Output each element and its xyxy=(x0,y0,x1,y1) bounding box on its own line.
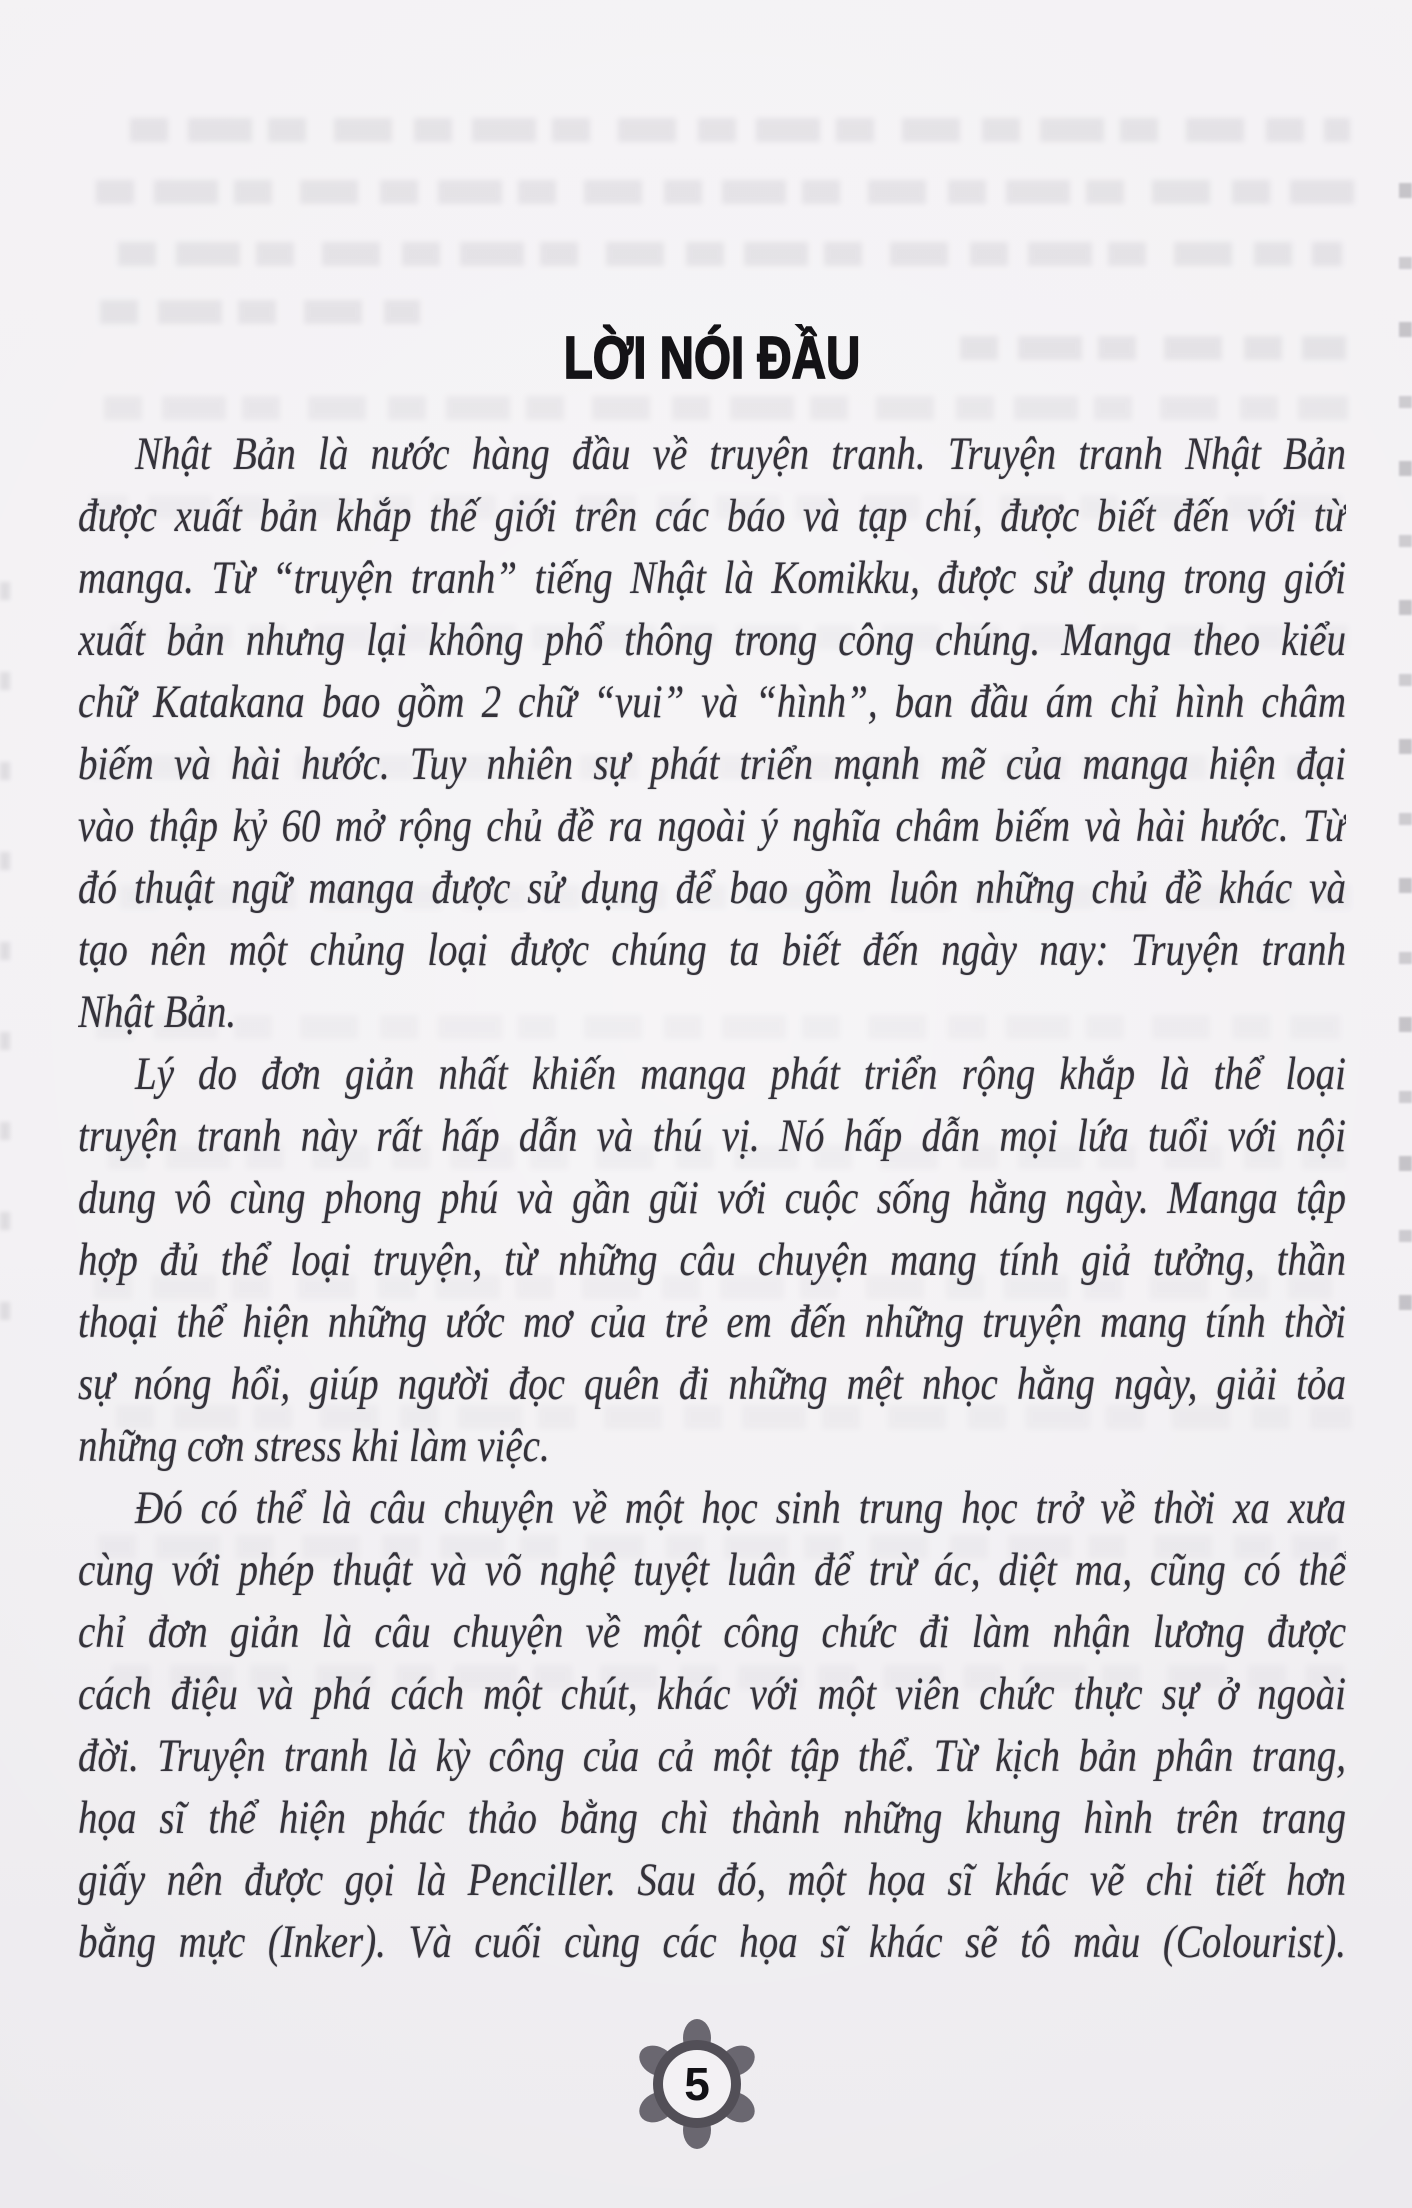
bleed-through-text xyxy=(100,300,420,324)
bleed-through-text xyxy=(130,118,1350,142)
text-line: cách điệu và phá cách một chút, khác với một viên chức thực sự ở ngoài xyxy=(78,1667,1346,1720)
text-line: bằng mực (Inker). Và cuối cùng các họa sĩ khác sẽ tô màu (Colourist). xyxy=(78,1915,1346,1968)
body-text xyxy=(78,424,1346,1974)
text-line: họa sĩ thể hiện phác thảo bằng chì thành những khung hình trên trang xyxy=(78,1791,1346,1844)
text-line: thoại thể hiện những ước mơ của trẻ em đến những truyện mang tính thời xyxy=(78,1295,1346,1348)
text-line: tạo nên một chủng loại được chúng ta biết đến ngày nay: Truyện tranh xyxy=(78,923,1346,976)
bleed-through-text xyxy=(118,242,1342,266)
text-line: Đó có thể là câu chuyện về một học sinh trung học trở về thời xa xưa xyxy=(135,1481,1346,1534)
text-line: biếm và hài hước. Tuy nhiên sự phát triển mạnh mẽ của manga hiện đại xyxy=(78,737,1346,790)
text-line: chữ Katakana bao gồm 2 chữ “vui” và “hình”, ban đầu ám chỉ hình châm xyxy=(78,675,1346,728)
text-line: giấy nên được gọi là Penciller. Sau đó, một họa sĩ khác vẽ chi tiết hơn xyxy=(78,1853,1346,1906)
facing-page-edge-text xyxy=(1399,160,1412,1310)
bleed-through-text xyxy=(96,180,1354,204)
page-title: LỜI NÓI ĐẦU xyxy=(563,325,861,392)
page-number: 5 xyxy=(684,2058,710,2110)
text-line: dung vô cùng phong phú và gần gũi với cuộc sống hằng ngày. Manga tập xyxy=(78,1171,1346,1224)
text-line: Nhật Bản là nước hàng đầu về truyện tranh. Truyện tranh Nhật Bản xyxy=(135,427,1346,480)
text-line: được xuất bản khắp thế giới trên các báo và tạp chí, được biết đến với từ xyxy=(78,489,1346,542)
text-line: hợp đủ thể loại truyện, từ những câu chuyện mang tính giả tưởng, thần xyxy=(78,1233,1346,1286)
page-number-ornament xyxy=(627,2014,767,2154)
text-line: Nhật Bản. xyxy=(78,985,237,1038)
text-line: đó thuật ngữ manga được sử dụng để bao gồm luôn những chủ đề khác và xyxy=(78,861,1346,914)
text-line: đời. Truyện tranh là kỳ công của cả một tập thể. Từ kịch bản phân trang, xyxy=(78,1729,1346,1782)
text-line: những cơn stress khi làm việc. xyxy=(78,1419,550,1472)
text-line: chỉ đơn giản là câu chuyện về một công chức đi làm nhận lương được xyxy=(78,1605,1346,1658)
text-line: sự nóng hổi, giúp người đọc quên đi những mệt nhọc hằng ngày, giải tỏa xyxy=(78,1357,1346,1410)
text-line: Lý do đơn giản nhất khiến manga phát triển rộng khắp là thể loại xyxy=(135,1047,1346,1100)
binding-edge-smudge xyxy=(0,560,10,1320)
text-line: truyện tranh này rất hấp dẫn và thú vị. Nó hấp dẫn mọi lứa tuổi với nội xyxy=(78,1109,1346,1162)
text-line: xuất bản nhưng lại không phổ thông trong công chúng. Manga theo kiểu xyxy=(78,613,1346,666)
text-line: vào thập kỷ 60 mở rộng chủ đề ra ngoài ý nghĩa châm biếm và hài hước. Từ xyxy=(78,799,1346,852)
text-line: manga. Từ “truyện tranh” tiếng Nhật là Komikku, được sử dụng trong giới xyxy=(78,551,1346,604)
text-line: cùng với phép thuật và võ nghệ tuyệt luân để trừ ác, diệt ma, cũng có thể xyxy=(78,1543,1346,1596)
